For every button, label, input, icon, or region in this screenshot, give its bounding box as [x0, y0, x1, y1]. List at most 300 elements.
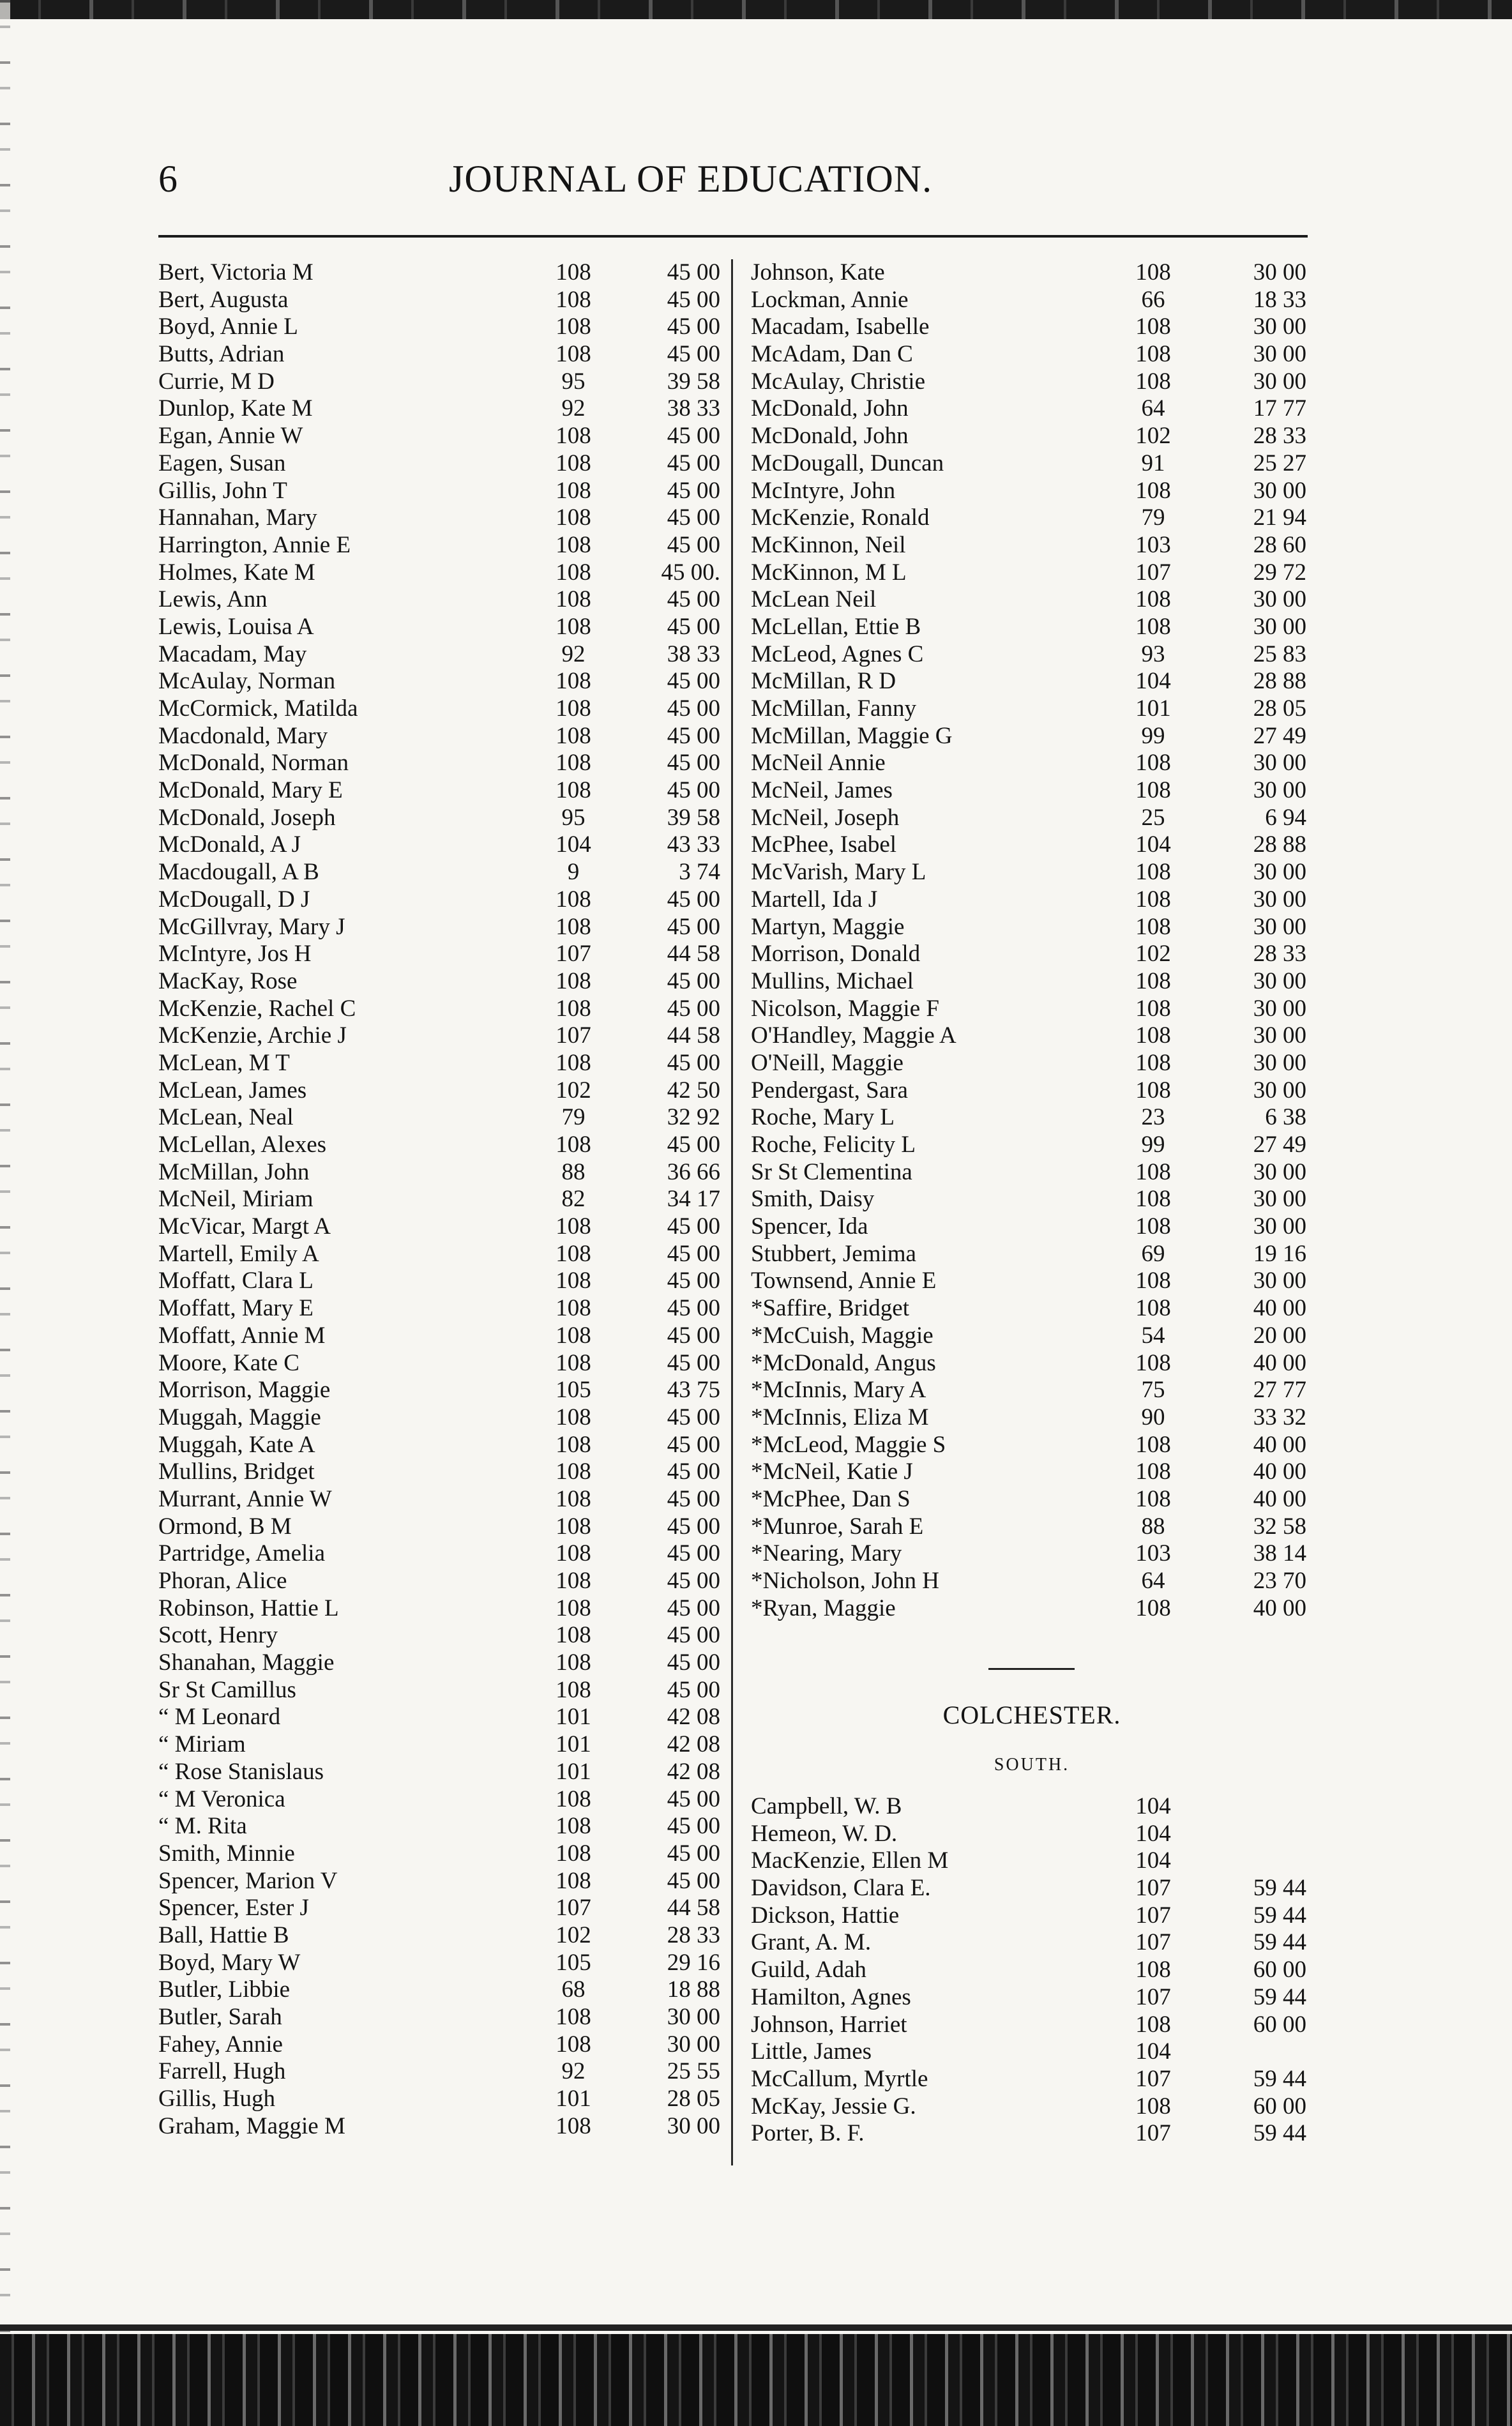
- list-item: [751, 1350, 1313, 1377]
- entry-amount: 40 00: [1253, 1295, 1306, 1322]
- entry-amount: 30 00: [1253, 967, 1306, 994]
- entry-days: 108: [1135, 314, 1171, 340]
- list-item: [751, 395, 1313, 423]
- list-item: [158, 1377, 720, 1404]
- entry-name: McNeil, James: [751, 777, 893, 804]
- entry-name: Campbell, W. B: [751, 1793, 902, 1819]
- entry-name: Fahey, Annie: [158, 2031, 283, 2058]
- entry-name: Gillis, John T: [158, 477, 287, 504]
- entry-amount: 60 00: [1253, 1957, 1306, 1983]
- list-item: [751, 1213, 1313, 1241]
- entry-days: 102: [556, 1922, 591, 1948]
- entry-name: Macdonald, Mary: [158, 722, 328, 749]
- list-item: [158, 1132, 720, 1159]
- entry-days: 108: [556, 286, 591, 313]
- entry-amount: 28 05: [667, 2086, 720, 2112]
- list-item: [158, 1813, 720, 1840]
- entry-amount: 45 00: [667, 1840, 720, 1867]
- entry-amount: 29 16: [667, 1949, 720, 1976]
- entry-days: 108: [556, 314, 591, 340]
- list-item: [158, 1323, 720, 1350]
- list-item: [751, 341, 1313, 368]
- list-item: [751, 2038, 1313, 2066]
- entry-name: McLean Neil: [751, 586, 877, 613]
- entry-amount: 30 00: [667, 2031, 720, 2058]
- entry-amount: 29 72: [1253, 559, 1306, 586]
- list-item: [751, 314, 1313, 341]
- entry-amount: 45 00: [667, 1459, 720, 1485]
- entry-amount: 45 00: [667, 1540, 720, 1567]
- entry-name: Smith, Minnie: [158, 1840, 295, 1867]
- entry-days: 23: [1141, 1104, 1165, 1131]
- entry-name: *McDonald, Angus: [751, 1349, 936, 1376]
- entry-days: 108: [556, 1813, 591, 1840]
- list-item: [158, 395, 720, 423]
- entry-amount: 45 00: [667, 1676, 720, 1703]
- entry-name: Macdougall, A B: [158, 859, 319, 886]
- entry-name: Spencer, Ida: [751, 1213, 868, 1240]
- list-item: [751, 2012, 1313, 2039]
- entry-amount: 45 00: [667, 1813, 720, 1840]
- entry-name: *McPhee, Dan S: [751, 1485, 911, 1512]
- entry-name: McKenzie, Rachel C: [158, 995, 356, 1022]
- list-item: [751, 1132, 1313, 1159]
- entry-amount: 28 05: [1253, 695, 1306, 722]
- entry-days: 75: [1141, 1377, 1165, 1404]
- entry-amount: 43 75: [667, 1377, 720, 1404]
- entry-name: Butler, Libbie: [158, 1976, 291, 2003]
- list-item: [751, 1404, 1313, 1432]
- entry-days: 108: [556, 1349, 591, 1376]
- list-item: [751, 805, 1313, 832]
- entry-name: Johnson, Harriet: [751, 2011, 907, 2038]
- entry-days: 108: [556, 995, 591, 1022]
- entry-amount: 30 00: [1253, 613, 1306, 640]
- entry-name: McDougall, Duncan: [751, 450, 944, 476]
- entry-days: 108: [556, 2031, 591, 2058]
- entry-days: 108: [1135, 1158, 1171, 1185]
- entry-days: 101: [556, 1704, 591, 1731]
- colchester-list: [751, 1793, 1313, 2148]
- list-item: [158, 1268, 720, 1295]
- entry-amount: 36 66: [667, 1158, 720, 1185]
- entry-name: Farrell, Hugh: [158, 2058, 286, 2085]
- entry-amount: 6 94: [1265, 804, 1306, 831]
- entry-name: *Saffire, Bridget: [751, 1295, 909, 1322]
- entry-amount: 30 00: [1253, 1022, 1306, 1049]
- entry-amount: 30 00: [1253, 1186, 1306, 1213]
- entry-amount: 30 00: [667, 2004, 720, 2030]
- entry-amount: 45 00: [667, 613, 720, 640]
- list-item: [751, 1323, 1313, 1350]
- entry-name: Spencer, Marion V: [158, 1867, 338, 1894]
- list-item: [751, 914, 1313, 941]
- entry-name: McMillan, John: [158, 1158, 310, 1185]
- entry-days: 108: [556, 1649, 591, 1676]
- entry-amount: 30 00: [1253, 314, 1306, 340]
- entry-amount: 45 00: [667, 995, 720, 1022]
- entry-amount: 38 33: [667, 395, 720, 422]
- entry-name: McDonald, Norman: [158, 750, 349, 777]
- entry-amount: 25 55: [667, 2058, 720, 2085]
- entry-name: McDougall, D J: [158, 886, 310, 913]
- list-item: [158, 450, 720, 478]
- entry-amount: 45 00: [667, 1568, 720, 1594]
- entry-amount: 30 00: [1253, 777, 1306, 804]
- list-item: [751, 586, 1313, 614]
- entry-name: Sr St Clementina: [751, 1158, 912, 1185]
- entry-name: Macadam, Isabelle: [751, 314, 930, 340]
- entry-amount: 28 88: [1253, 831, 1306, 858]
- entry-days: 108: [556, 1240, 591, 1267]
- entry-name: Townsend, Annie E: [751, 1268, 937, 1294]
- list-item: [158, 1922, 720, 1950]
- entry-name: Roche, Felicity L: [751, 1132, 916, 1158]
- entry-days: 108: [556, 423, 591, 450]
- entry-amount: 45 00: [667, 777, 720, 804]
- entry-days: 108: [556, 1132, 591, 1158]
- entry-days: 108: [556, 777, 591, 804]
- list-item: [158, 1459, 720, 1486]
- entry-days: 108: [1135, 1077, 1171, 1103]
- entry-amount: 59 44: [1253, 1902, 1306, 1929]
- entry-days: 103: [1135, 531, 1171, 558]
- entry-name: Dickson, Hattie: [751, 1902, 900, 1929]
- entry-name: *McInnis, Mary A: [751, 1377, 926, 1404]
- list-item: [158, 1104, 720, 1132]
- list-item: [158, 968, 720, 996]
- entry-name: Morrison, Donald: [751, 941, 921, 967]
- entry-name: Roche, Mary L: [751, 1104, 895, 1131]
- entry-days: 108: [1135, 1595, 1171, 1621]
- entry-days: 104: [1135, 1820, 1171, 1847]
- entry-amount: 27 77: [1253, 1377, 1306, 1404]
- list-item: [158, 2058, 720, 2086]
- entry-days: 93: [1141, 641, 1165, 667]
- list-item: [158, 1404, 720, 1432]
- entry-amount: 30 00: [1253, 1077, 1306, 1103]
- entry-name: Moore, Kate C: [158, 1349, 299, 1376]
- entry-name: Martell, Ida J: [751, 886, 878, 913]
- entry-days: 108: [1135, 859, 1171, 886]
- entry-days: 64: [1141, 395, 1165, 422]
- list-item: [751, 287, 1313, 314]
- list-item: [158, 1350, 720, 1377]
- entry-amount: 45 00: [667, 1349, 720, 1376]
- list-item: [158, 996, 720, 1023]
- entry-days: 25: [1141, 804, 1165, 831]
- entry-amount: 45 00: [667, 286, 720, 313]
- entry-amount: 42 50: [667, 1077, 720, 1103]
- list-item: [158, 723, 720, 750]
- entry-name: Eagen, Susan: [158, 450, 286, 476]
- entry-name: Smith, Daisy: [751, 1186, 875, 1213]
- entry-amount: 28 33: [1253, 423, 1306, 450]
- list-item: [158, 2031, 720, 2059]
- list-item: [158, 668, 720, 695]
- page-left-edge: [0, 0, 10, 2426]
- list-item: [158, 1513, 720, 1541]
- entry-days: 104: [1135, 1793, 1171, 1819]
- entry-name: MacKenzie, Ellen M: [751, 1847, 949, 1874]
- entry-name: McKay, Jessie G.: [751, 2093, 916, 2119]
- list-item: [751, 1268, 1313, 1295]
- left-column: [158, 259, 720, 2140]
- entry-name: Johnson, Kate: [751, 259, 885, 285]
- entry-name: McAdam, Dan C: [751, 341, 913, 368]
- entry-days: 88: [1141, 1513, 1165, 1540]
- entry-days: 108: [556, 886, 591, 913]
- entry-amount: 3 74: [679, 859, 720, 886]
- entry-name: O'Handley, Maggie A: [751, 1022, 956, 1049]
- entry-name: McGillvray, Mary J: [158, 913, 345, 940]
- list-item: [158, 1568, 720, 1595]
- list-item: [158, 559, 720, 587]
- entry-name: *McNeil, Katie J: [751, 1459, 913, 1485]
- entry-name: Martell, Emily A: [158, 1240, 319, 1267]
- entry-days: 99: [1141, 1132, 1165, 1158]
- list-item: [751, 996, 1313, 1023]
- entry-amount: 30 00: [1253, 1213, 1306, 1240]
- entry-amount: 28 88: [1253, 668, 1306, 695]
- list-item: [751, 750, 1313, 777]
- list-item: [158, 1213, 720, 1241]
- column-divider: [731, 259, 733, 2165]
- entry-days: 79: [561, 1104, 586, 1131]
- entry-amount: 27 49: [1253, 722, 1306, 749]
- list-item: [158, 1895, 720, 1922]
- list-item: [751, 2093, 1313, 2121]
- entry-days: 108: [556, 1485, 591, 1512]
- list-item: [158, 478, 720, 505]
- entry-name: Murrant, Annie W: [158, 1485, 332, 1512]
- entry-amount: 59 44: [1253, 2065, 1306, 2092]
- entry-days: 107: [1135, 1983, 1171, 2010]
- list-item: [158, 1759, 720, 1786]
- entry-amount: 40 00: [1253, 1431, 1306, 1458]
- entry-amount: 45 00: [667, 695, 720, 722]
- entry-amount: 45 00: [667, 1213, 720, 1240]
- list-item: [751, 1459, 1313, 1486]
- entry-name: Scott, Henry: [158, 1622, 278, 1649]
- list-item: [158, 1186, 720, 1213]
- entry-name: Shanahan, Maggie: [158, 1649, 335, 1676]
- list-item: [158, 1486, 720, 1513]
- entry-name: Muggah, Kate A: [158, 1431, 315, 1458]
- entry-days: 108: [556, 1295, 591, 1322]
- entry-amount: 30 00: [1253, 477, 1306, 504]
- entry-amount: 45 00: [667, 450, 720, 476]
- list-item: [158, 259, 720, 287]
- list-item: [751, 641, 1313, 669]
- entry-amount: 42 08: [667, 1731, 720, 1758]
- entry-amount: 20 00: [1253, 1322, 1306, 1349]
- entry-name: Stubbert, Jemima: [751, 1240, 916, 1267]
- entry-name: *Munroe, Sarah E: [751, 1513, 924, 1540]
- entry-amount: 33 32: [1253, 1404, 1306, 1430]
- entry-days: 92: [561, 2058, 586, 2085]
- entry-days: 108: [556, 559, 591, 586]
- entry-amount: 30 00: [1253, 1049, 1306, 1076]
- entry-days: 108: [1135, 1431, 1171, 1458]
- entry-days: 108: [556, 586, 591, 613]
- entry-name: McCormick, Matilda: [158, 695, 358, 722]
- entry-name: McDonald, John: [751, 395, 909, 422]
- entry-amount: 45 00: [667, 886, 720, 913]
- entry-name: McDonald, John: [751, 423, 909, 450]
- entry-name: *McInnis, Eliza M: [751, 1404, 929, 1430]
- list-item: [158, 1840, 720, 1868]
- entry-days: 82: [561, 1186, 586, 1213]
- entry-amount: 59 44: [1253, 1929, 1306, 1956]
- entry-amount: 42 08: [667, 1758, 720, 1785]
- entry-name: McDonald, Joseph: [158, 804, 336, 831]
- entry-days: 91: [1141, 450, 1165, 476]
- list-item: [751, 1186, 1313, 1213]
- entry-amount: 39 58: [667, 804, 720, 831]
- entry-amount: 45 00: [667, 668, 720, 695]
- entry-name: Hemeon, W. D.: [751, 1820, 898, 1847]
- entry-amount: 30 00: [1253, 750, 1306, 777]
- entry-amount: 28 33: [667, 1922, 720, 1948]
- entry-name: McIntyre, John: [751, 477, 896, 504]
- entry-days: 102: [1135, 423, 1171, 450]
- entry-name: Lockman, Annie: [751, 286, 909, 313]
- entry-amount: 42 08: [667, 1704, 720, 1731]
- list-item: [751, 1847, 1313, 1875]
- entry-days: 108: [1135, 1957, 1171, 1983]
- entry-days: 108: [1135, 1213, 1171, 1240]
- entry-name: Butts, Adrian: [158, 341, 285, 368]
- entry-amount: 18 88: [667, 1976, 720, 2003]
- entry-days: 108: [1135, 1049, 1171, 1076]
- entry-days: 108: [556, 1622, 591, 1649]
- entry-days: 108: [556, 504, 591, 531]
- entry-name: Harrington, Annie E: [158, 531, 351, 558]
- entry-name: Nicolson, Maggie F: [751, 995, 939, 1022]
- entry-days: 108: [556, 1540, 591, 1567]
- entry-name: McNeil Annie: [751, 750, 886, 777]
- entry-name: Boyd, Annie L: [158, 314, 298, 340]
- entry-days: 108: [1135, 1022, 1171, 1049]
- list-item: [158, 1950, 720, 1977]
- entry-days: 104: [1135, 831, 1171, 858]
- right-column: [751, 259, 1313, 1622]
- entry-amount: 30 00: [1253, 586, 1306, 613]
- entry-amount: 40 00: [1253, 1459, 1306, 1485]
- entry-amount: 27 49: [1253, 1132, 1306, 1158]
- entry-name: Gillis, Hugh: [158, 2086, 275, 2112]
- entry-amount: 45 00: [667, 423, 720, 450]
- entry-name: “ Miriam: [158, 1731, 246, 1758]
- entry-amount: 59 44: [1253, 1983, 1306, 2010]
- list-item: [158, 2113, 720, 2141]
- entry-days: 108: [556, 1431, 591, 1458]
- list-item: [158, 368, 720, 396]
- entry-days: 102: [556, 1077, 591, 1103]
- list-item: [751, 886, 1313, 914]
- list-item: [158, 586, 720, 614]
- entry-name: MacKay, Rose: [158, 967, 298, 994]
- entry-name: Guild, Adah: [751, 1957, 866, 1983]
- entry-days: 92: [561, 641, 586, 667]
- entry-days: 108: [1135, 1186, 1171, 1213]
- page-bottom-edge: [0, 2334, 1512, 2426]
- entry-amount: 45 00: [667, 1322, 720, 1349]
- entry-days: 107: [1135, 2065, 1171, 2092]
- list-item: [751, 777, 1313, 805]
- entry-days: 108: [556, 967, 591, 994]
- entry-days: 99: [1141, 722, 1165, 749]
- entry-name: Dunlop, Kate M: [158, 395, 313, 422]
- entry-amount: 45 00: [667, 259, 720, 285]
- entry-days: 104: [1135, 2038, 1171, 2065]
- entry-amount: 45 00: [667, 586, 720, 613]
- entry-days: 108: [556, 1513, 591, 1540]
- list-item: [158, 1868, 720, 1895]
- entry-days: 108: [1135, 2093, 1171, 2119]
- entry-days: 108: [556, 2004, 591, 2030]
- entry-name: McLean, James: [158, 1077, 307, 1103]
- entry-name: McMillan, Maggie G: [751, 722, 953, 749]
- entry-amount: 25 83: [1253, 641, 1306, 667]
- entry-name: Phoran, Alice: [158, 1568, 287, 1594]
- entry-name: Lewis, Louisa A: [158, 613, 314, 640]
- entry-days: 101: [556, 1731, 591, 1758]
- entry-amount: 18 33: [1253, 286, 1306, 313]
- entry-days: 108: [556, 1676, 591, 1703]
- entry-days: 66: [1141, 286, 1165, 313]
- page-number: 6: [158, 158, 178, 200]
- list-item: [158, 1022, 720, 1050]
- entry-days: 108: [556, 1785, 591, 1812]
- entry-name: McKenzie, Archie J: [158, 1022, 347, 1049]
- entry-name: McDonald, Mary E: [158, 777, 343, 804]
- entry-amount: 19 16: [1253, 1240, 1306, 1267]
- entry-name: Bert, Augusta: [158, 286, 289, 313]
- entry-days: 108: [1135, 777, 1171, 804]
- list-item: [158, 1077, 720, 1105]
- list-item: [751, 1159, 1313, 1186]
- entry-days: 108: [556, 1459, 591, 1485]
- list-item: [751, 614, 1313, 641]
- entry-name: Partridge, Amelia: [158, 1540, 325, 1567]
- list-item: [158, 314, 720, 341]
- entry-days: 108: [556, 1213, 591, 1240]
- entry-amount: 45 00: [667, 1622, 720, 1649]
- list-item: [751, 695, 1313, 723]
- entry-name: Ormond, B M: [158, 1513, 292, 1540]
- entry-name: Davidson, Clara E.: [751, 1875, 931, 1902]
- entry-amount: 44 58: [667, 941, 720, 967]
- entry-days: 108: [556, 722, 591, 749]
- entry-name: Little, James: [751, 2038, 872, 2065]
- entry-name: McLeod, Agnes C: [751, 641, 924, 667]
- entry-name: Graham, Maggie M: [158, 2112, 345, 2139]
- entry-name: Moffatt, Annie M: [158, 1322, 326, 1349]
- entry-name: McKenzie, Ronald: [751, 504, 930, 531]
- list-item: [751, 1377, 1313, 1404]
- entry-name: McPhee, Isabel: [751, 831, 897, 858]
- entry-name: Holmes, Kate M: [158, 559, 315, 586]
- list-item: [158, 914, 720, 941]
- entry-name: *Nearing, Mary: [751, 1540, 902, 1567]
- entry-amount: 43 33: [667, 831, 720, 858]
- list-item: [751, 668, 1313, 695]
- entry-name: Boyd, Mary W: [158, 1949, 301, 1976]
- entry-amount: 25 27: [1253, 450, 1306, 476]
- list-item: [751, 1595, 1313, 1623]
